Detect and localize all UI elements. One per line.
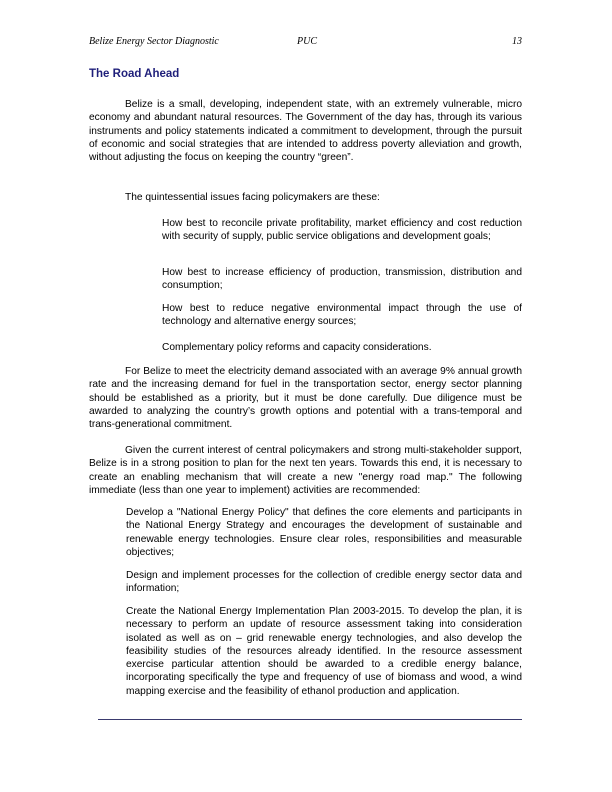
page-header	[89, 36, 522, 50]
section-title: The Road Ahead	[89, 68, 180, 80]
issue-text: How best to reconcile private profitability, market efficiency and cost reduction with security of supply, public service obligations and development goals;	[162, 218, 522, 243]
activity-text: Develop a "National Energy Policy" that defines the core elements and participants in the National Energy Strategy and encourages the development of sustainable and renewable energy technologies. Ensure clear roles, responsibilities and measurable objectives;	[126, 507, 522, 558]
issue-item	[162, 217, 522, 244]
activity-text: Design and implement processes for the collection of credible energy sector data and information;	[126, 570, 522, 595]
issue-text: Complementary policy reforms and capacity considerations.	[162, 342, 432, 353]
issue-item	[162, 302, 522, 329]
issue-item	[162, 266, 522, 293]
activity-item	[126, 506, 522, 559]
activity-item	[126, 605, 522, 698]
header-document-title: Belize Energy Sector Diagnostic	[89, 36, 219, 47]
activity-item	[126, 569, 522, 596]
paragraph-recommendations-intro	[89, 444, 522, 497]
paragraph-demand	[89, 365, 522, 431]
paragraph-text: For Belize to meet the electricity demand associated with an average 9% annual growth rate and the increasing demand for fuel in the transportation sector, energy sector planning should be established as a priority, but it must be done carefully. Due diligence must be awarded to analyzing the country’s growth options and potential with a trans-temporal and trans-generational commitment.	[89, 366, 522, 431]
header-organization: PUC	[297, 36, 317, 47]
paragraph-issues-intro	[89, 191, 522, 204]
issue-item	[162, 341, 522, 354]
paragraph-text: The quintessential issues facing policymakers are these:	[125, 192, 380, 203]
paragraph-intro	[89, 98, 522, 164]
paragraph-text: Given the current interest of central policymakers and strong multi-stakeholder support, Belize is in a strong position to plan for the next ten years. Towards this end, it is necessary to create an enabling mechanism that will create a new "energy road map." The following immediate (less than one year to implement) activities are recommended:	[89, 445, 522, 496]
issue-text: How best to reduce negative environmental impact through the use of technology and alternative energy sources;	[162, 303, 522, 328]
header-page-number: 13	[512, 36, 522, 47]
issue-text: How best to increase efficiency of production, transmission, distribution and consumption;	[162, 267, 522, 292]
footer-rule	[98, 719, 522, 720]
activity-text: Create the National Energy Implementation Plan 2003-2015. To develop the plan, it is necessary to perform an update of resource assessment taking into consideration isolated as well as on – grid renewable energy technologies, and also develop the feasibility studies of the resources already identified. In the resource assessment exercise particular attention should be awarded to a credible energy balance, incorporating specifically the type and frequency of use of biomass and wood, a wind mapping exercise and the feasibility of ethanol production and application.	[126, 606, 522, 697]
paragraph-text: Belize is a small, developing, independent state, with an extremely vulnerable, micro economy and abundant natural resources. The Government of the day has, through its various instruments and policy statements indicated a commitment to development, through the pursuit of economic and social strategies that are intended to address poverty alleviation and growth, without adjusting the focus on keeping the country “green”.	[89, 99, 522, 164]
